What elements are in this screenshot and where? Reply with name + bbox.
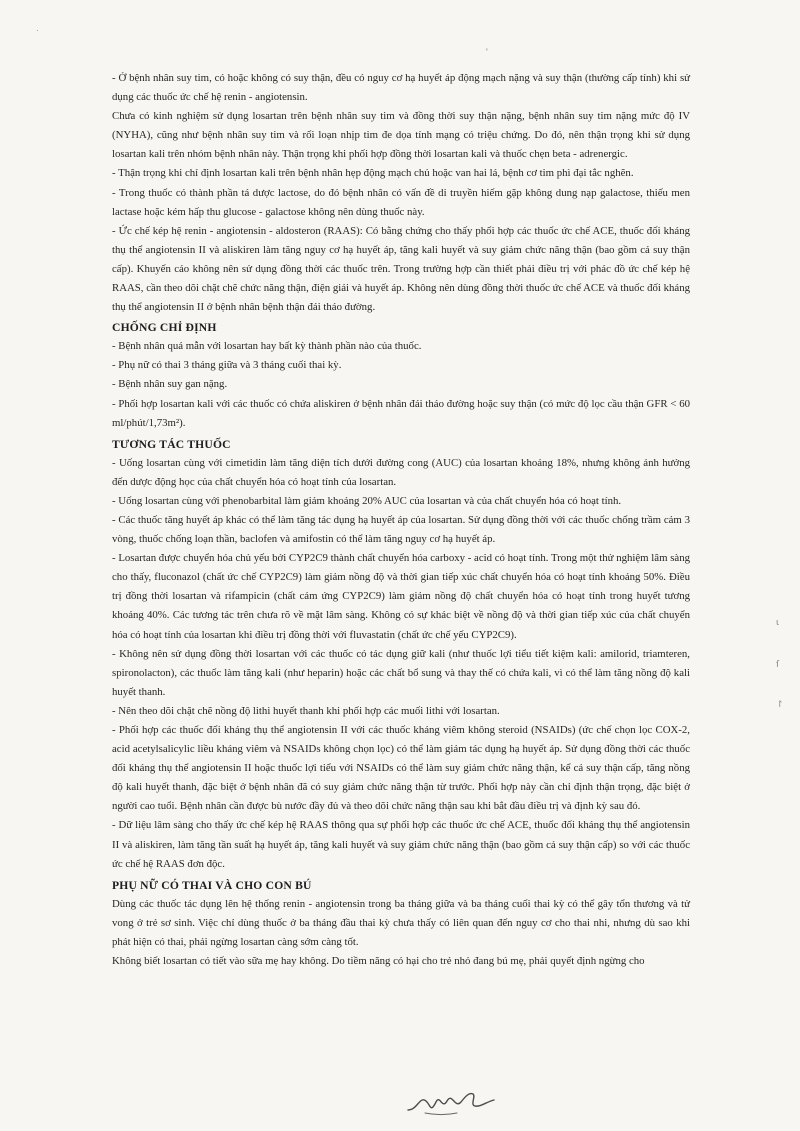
heading-pregnancy-lactation: PHỤ NỮ CÓ THAI VÀ CHO CON BÚ <box>112 878 312 892</box>
paragraph-pregnancy-2: Không biết losartan có tiết vào sữa mẹ hay không. Do tiềm năng có hại cho trẻ nhỏ đang bú mẹ, phải quyết định ngừng cho <box>112 955 645 968</box>
paragraph-intro-4: - Trong thuốc có thành phần tá dược lactose, do đó bệnh nhân có vấn đề di truyền hiếm gặp không dung nạp galactose, thiếu men lactase hoặc kém hấp thu glucose - galactose không nên dùng thuốc này. <box>112 186 690 218</box>
paragraph-intro-3: - Thận trọng khi chỉ định losartan kali trên bệnh nhân hẹp động mạch chủ hoặc van hai lá, bệnh cơ tim phì đại tắc nghẽn. <box>112 167 634 180</box>
heading-drug-interactions: TƯƠNG TÁC THUỐC <box>112 437 231 451</box>
paragraph-interaction-8: - Dữ liệu lâm sàng cho thấy ức chế kép hệ RAAS thông qua sự phối hợp các thuốc ức chế ACE, thuốc đối kháng thụ thể angiotensin II và aliskiren, làm tăng tần suất hạ huyết áp, tăng kali huyết và suy giảm chức năng thận (bao gồm cả suy thận cấp) so với các thuốc ức chế hệ RAAS đơn độc. <box>112 819 690 870</box>
paragraph-interaction-5: - Không nên sử dụng đồng thời losartan với các thuốc có tác dụng giữ kali (như thuốc lợi tiểu tiết kiệm kali: amilorid, triamteren, spironolacton), các thuốc làm tăng kali (như heparin) hoặc các chất bổ sung và thay thế có chứa kali, vì có thể làm tăng nồng độ kali huyết thanh. <box>112 647 690 698</box>
paragraph-interaction-2: - Uống losartan cùng với phenobarbital làm giảm khoảng 20% AUC của losartan và của chất chuyển hóa có hoạt tính. <box>112 494 622 507</box>
margin-scribble-mark: ι <box>776 618 780 628</box>
paragraph-contra-2: - Phụ nữ có thai 3 tháng giữa và 3 tháng cuối thai kỳ. <box>112 359 342 372</box>
paragraph-pregnancy-1: Dùng các thuốc tác dụng lên hệ thống renin - angiotensin trong ba tháng giữa và ba tháng cuối thai kỳ có thể gây tổn thương và tử vong ở trẻ sơ sinh. Việc chỉ dùng thuốc ở ba tháng đầu thai kỳ chưa thấy có liên quan đến nguy cơ cho thai nhi, nhưng dù sao khi phát hiện có thai, phải ngừng losartan càng sớm càng tốt. <box>112 897 690 948</box>
document-body <box>112 69 690 971</box>
scan-speck-mark: · <box>36 26 39 35</box>
heading-contraindications: CHỐNG CHỈ ĐỊNH <box>112 321 217 335</box>
handwritten-initials-signature <box>400 1084 510 1120</box>
paragraph-contra-1: - Bệnh nhân quá mẫn với losartan hay bất kỳ thành phần nào của thuốc. <box>112 340 422 353</box>
paragraph-intro-1: - Ở bệnh nhân suy tim, có hoặc không có suy thận, đều có nguy cơ hạ huyết áp động mạch nặng và suy thận (thường cấp tính) khi sử dụng các thuốc ức chế hệ renin - angiotensin. <box>112 72 690 104</box>
paragraph-interaction-6: - Nên theo dõi chặt chẽ nồng độ lithi huyết thanh khi phối hợp các muối lithi với losartan. <box>112 704 500 717</box>
margin-scribble-mark: ↾ <box>776 700 784 710</box>
margin-scribble-mark: ſ <box>776 660 780 670</box>
scan-tick-mark: ' <box>486 47 488 57</box>
paragraph-interaction-4: - Losartan được chuyển hóa chủ yếu bởi CYP2C9 thành chất chuyển hóa carboxy - acid có hoạt tính. Trong một thử nghiệm lâm sàng cho thấy, fluconazol (chất ức chế CYP2C9) làm giảm nồng độ và thời gian tiếp xúc chất chuyển hóa có hoạt tính khoảng 50%. Điều trị đồng thời losartan và rifampicin (chất cảm ứng CYP2C9) làm giảm nồng độ chất chuyển hóa có hoạt tính trong huyết tương khoảng 40%. Các tương tác trên chưa rõ về mặt lâm sàng. Không có sự khác biệt về nồng độ và thời gian tiếp xúc của chất chuyển hóa có hoạt tính của losartan khi điều trị đồng thời với fluvastatin (chất ức chế yếu CYP2C9). <box>112 552 690 641</box>
paragraph-intro-2: Chưa có kinh nghiệm sử dụng losartan trên bệnh nhân suy tim và đồng thời suy thận nặng, bệnh nhân suy tim nặng mức độ IV (NYHA), cũng như bệnh nhân suy tim và rối loạn nhịp tim đe dọa tính mạng có triệu chứng. Do đó, nên thận trọng khi sử dụng losartan kali trên nhóm bệnh nhân này. Thận trọng khi phối hợp đồng thời losartan kali và thuốc chẹn beta - adrenergic. <box>112 110 690 161</box>
paragraph-interaction-7: - Phối hợp các thuốc đối kháng thụ thể angiotensin II với các thuốc kháng viêm không steroid (NSAIDs) (ức chế chọn lọc COX-2, acid acetylsalicylic liều kháng viêm và NSAIDs không chọn lọc) có thể làm giảm tác dụng hạ huyết áp. Sử dụng đồng thời các thuốc đối kháng thụ thể angiotensin II hoặc thuốc lợi tiểu với NSAIDs có thể làm suy giảm chức năng thận, kể cả suy thận cấp, tăng nồng độ kali huyết thanh, đặc biệt ở bệnh nhân đã có suy giảm chức năng thận từ trước. Phối hợp này cần chỉ định thận trọng, đặc biệt ở người cao tuổi. Bệnh nhân cần được bù nước đầy đủ và theo dõi chức năng thận sau khi bắt đầu điều trị và định kỳ sau đó. <box>112 724 690 813</box>
paragraph-intro-5: - Ức chế kép hệ renin - angiotensin - aldosteron (RAAS): Có bằng chứng cho thấy phối hợp các thuốc ức chế ACE, thuốc đối kháng thụ thể angiotensin II và aliskiren làm tăng nguy cơ hạ huyết áp, tăng kali huyết và suy giảm chức năng thận (bao gồm cả suy thận cấp). Khuyến cáo không nên sử dụng đồng thời các thuốc trên. Trong trường hợp cần thiết phải điều trị với phác đồ ức chế kép hệ RAAS, cần theo dõi chặt chẽ chức năng thận, điện giải và huyết áp. Không nên dùng đồng thời thuốc ức chế ACE và thuốc đối kháng thụ thể angiotensin II ở bệnh nhân bệnh thận đái tháo đường. <box>112 224 690 314</box>
paragraph-contra-3: - Bệnh nhân suy gan nặng. <box>112 378 228 391</box>
paragraph-interaction-3: - Các thuốc tăng huyết áp khác có thể làm tăng tác dụng hạ huyết áp của losartan. Sử dụng đồng thời với các thuốc chống trầm cảm 3 vòng, thuốc chống loạn thần, baclofen và amifostin có thể làm tăng nguy cơ hạ huyết áp. <box>112 513 690 546</box>
paragraph-interaction-1: - Uống losartan cùng với cimetidin làm tăng diện tích dưới đường cong (AUC) của losartan khoảng 18%, nhưng không ảnh hưởng đến dược động học của chất chuyển hóa có hoạt tính của losartan. <box>112 456 690 488</box>
paragraph-contra-4: - Phối hợp losartan kali với các thuốc có chứa aliskiren ở bệnh nhân đái tháo đường hoặc suy thận (có mức độ lọc cầu thận GFR < 60 ml/phút/1,73m²). <box>112 397 690 429</box>
